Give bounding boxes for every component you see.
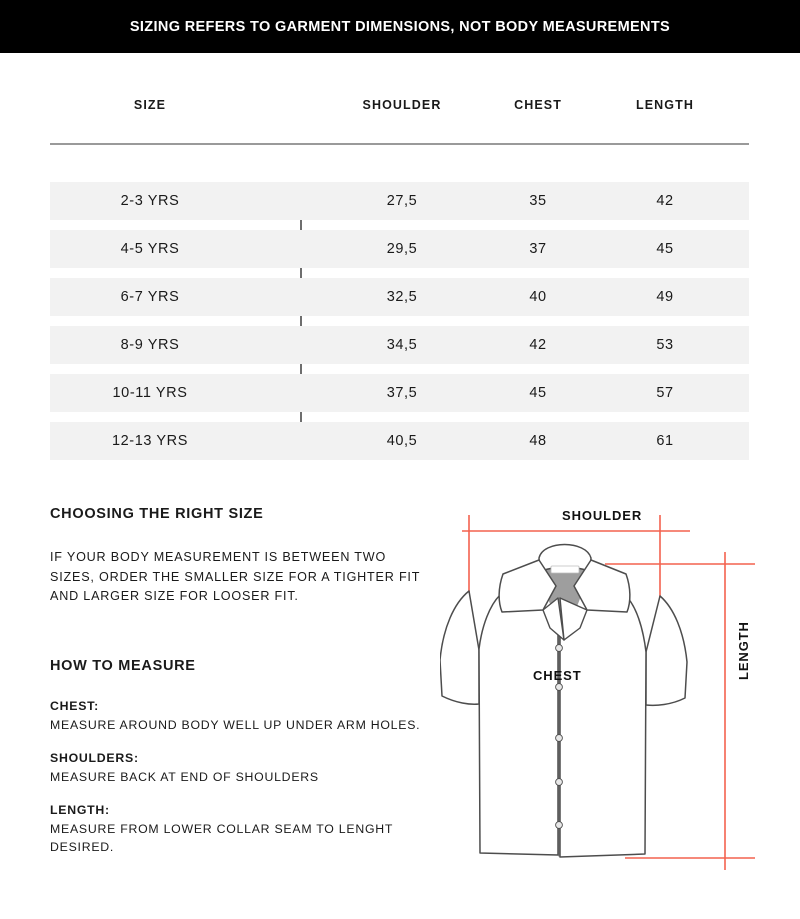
column-header-shoulder: SHOULDER — [362, 98, 442, 112]
table-row — [50, 326, 749, 364]
cell-shoulder: 27,5 — [386, 193, 418, 209]
table-row — [50, 422, 749, 460]
diagram-label-chest: CHEST — [533, 668, 582, 683]
measure-chest-line-1: MEASURE AROUND BODY WELL UP UNDER ARM HOLES. — [50, 718, 421, 732]
button — [556, 645, 563, 652]
cell-chest: 37 — [529, 241, 547, 257]
cell-length: 45 — [656, 241, 674, 257]
brand-label-tag — [551, 566, 579, 573]
measure-item-chest — [50, 699, 450, 734]
table-row — [50, 374, 749, 412]
button — [556, 684, 563, 691]
how-to-measure-list — [50, 699, 450, 856]
cell-length: 53 — [656, 337, 674, 353]
how-to-measure-heading: HOW TO MEASURE — [50, 658, 196, 674]
table-body — [50, 182, 749, 460]
cell-size: 8-9 YRS — [120, 337, 180, 353]
column-header-length: LENGTH — [636, 98, 694, 112]
cell-size: 10-11 YRS — [112, 385, 188, 401]
cell-chest: 35 — [529, 193, 547, 209]
shirt-measurement-diagram — [440, 500, 800, 900]
banner-title: SIZING REFERS TO GARMENT DIMENSIONS, NOT BODY MEASUREMENTS — [129, 18, 671, 35]
cell-shoulder: 40,5 — [386, 433, 418, 449]
measure-item-shoulders — [50, 751, 450, 786]
cell-shoulder: 37,5 — [386, 385, 418, 401]
table-row — [50, 278, 749, 316]
choosing-right-size-text — [50, 548, 420, 607]
cell-length: 57 — [656, 385, 674, 401]
measure-length-line-2: DESIRED. — [50, 840, 115, 854]
size-chart-table — [50, 88, 749, 449]
cell-size: 6-7 YRS — [120, 289, 180, 305]
left-sleeve — [440, 591, 479, 704]
column-header-chest: CHEST — [514, 98, 562, 112]
measure-length-line-1: MEASURE FROM LOWER COLLAR SEAM TO LENGHT — [50, 822, 394, 836]
cell-size: 12-13 YRS — [111, 433, 189, 449]
button — [556, 735, 563, 742]
header-divider-rule — [50, 143, 749, 145]
table-header-row — [50, 88, 749, 143]
instructions-column — [50, 506, 421, 854]
cell-shoulder: 32,5 — [386, 289, 418, 305]
measure-label-length: LENGTH: — [50, 803, 110, 817]
table-row — [50, 182, 749, 220]
choosing-line-3: AND LARGER SIZE FOR LOOSER FIT. — [50, 589, 299, 603]
cell-shoulder: 34,5 — [386, 337, 418, 353]
right-sleeve — [646, 596, 687, 705]
choosing-line-1: IF YOUR BODY MEASUREMENT IS BETWEEN TWO — [50, 550, 387, 564]
measure-shoulders-line-1: MEASURE BACK AT END OF SHOULDERS — [50, 770, 319, 784]
cell-shoulder: 29,5 — [386, 241, 418, 257]
measure-text-length — [50, 820, 450, 856]
cell-length: 49 — [656, 289, 674, 305]
cell-size: 2-3 YRS — [120, 193, 180, 209]
diagram-label-shoulder: SHOULDER — [562, 508, 643, 523]
diagram-label-length: LENGTH — [736, 621, 751, 680]
header-banner — [0, 0, 800, 53]
column-header-size: SIZE — [133, 98, 167, 112]
measure-label-shoulders: SHOULDERS: — [50, 751, 139, 765]
measure-label-chest: CHEST: — [50, 699, 99, 713]
button — [556, 779, 563, 786]
cell-chest: 42 — [529, 337, 547, 353]
measure-text-shoulders — [50, 768, 450, 786]
size-column-divider — [300, 182, 302, 460]
cell-length: 61 — [656, 433, 674, 449]
button — [556, 822, 563, 829]
measure-item-length — [50, 803, 450, 856]
choosing-right-size-heading: CHOOSING THE RIGHT SIZE — [50, 506, 264, 522]
cell-chest: 45 — [529, 385, 547, 401]
table-row — [50, 230, 749, 268]
measure-text-chest — [50, 716, 450, 734]
cell-chest: 48 — [529, 433, 547, 449]
choosing-line-2: SIZES, ORDER THE SMALLER SIZE FOR A TIGHTER FIT — [50, 569, 421, 584]
cell-size: 4-5 YRS — [120, 241, 180, 257]
cell-chest: 40 — [529, 289, 547, 305]
shirt-illustration-svg — [440, 500, 800, 900]
cell-length: 42 — [656, 193, 674, 209]
